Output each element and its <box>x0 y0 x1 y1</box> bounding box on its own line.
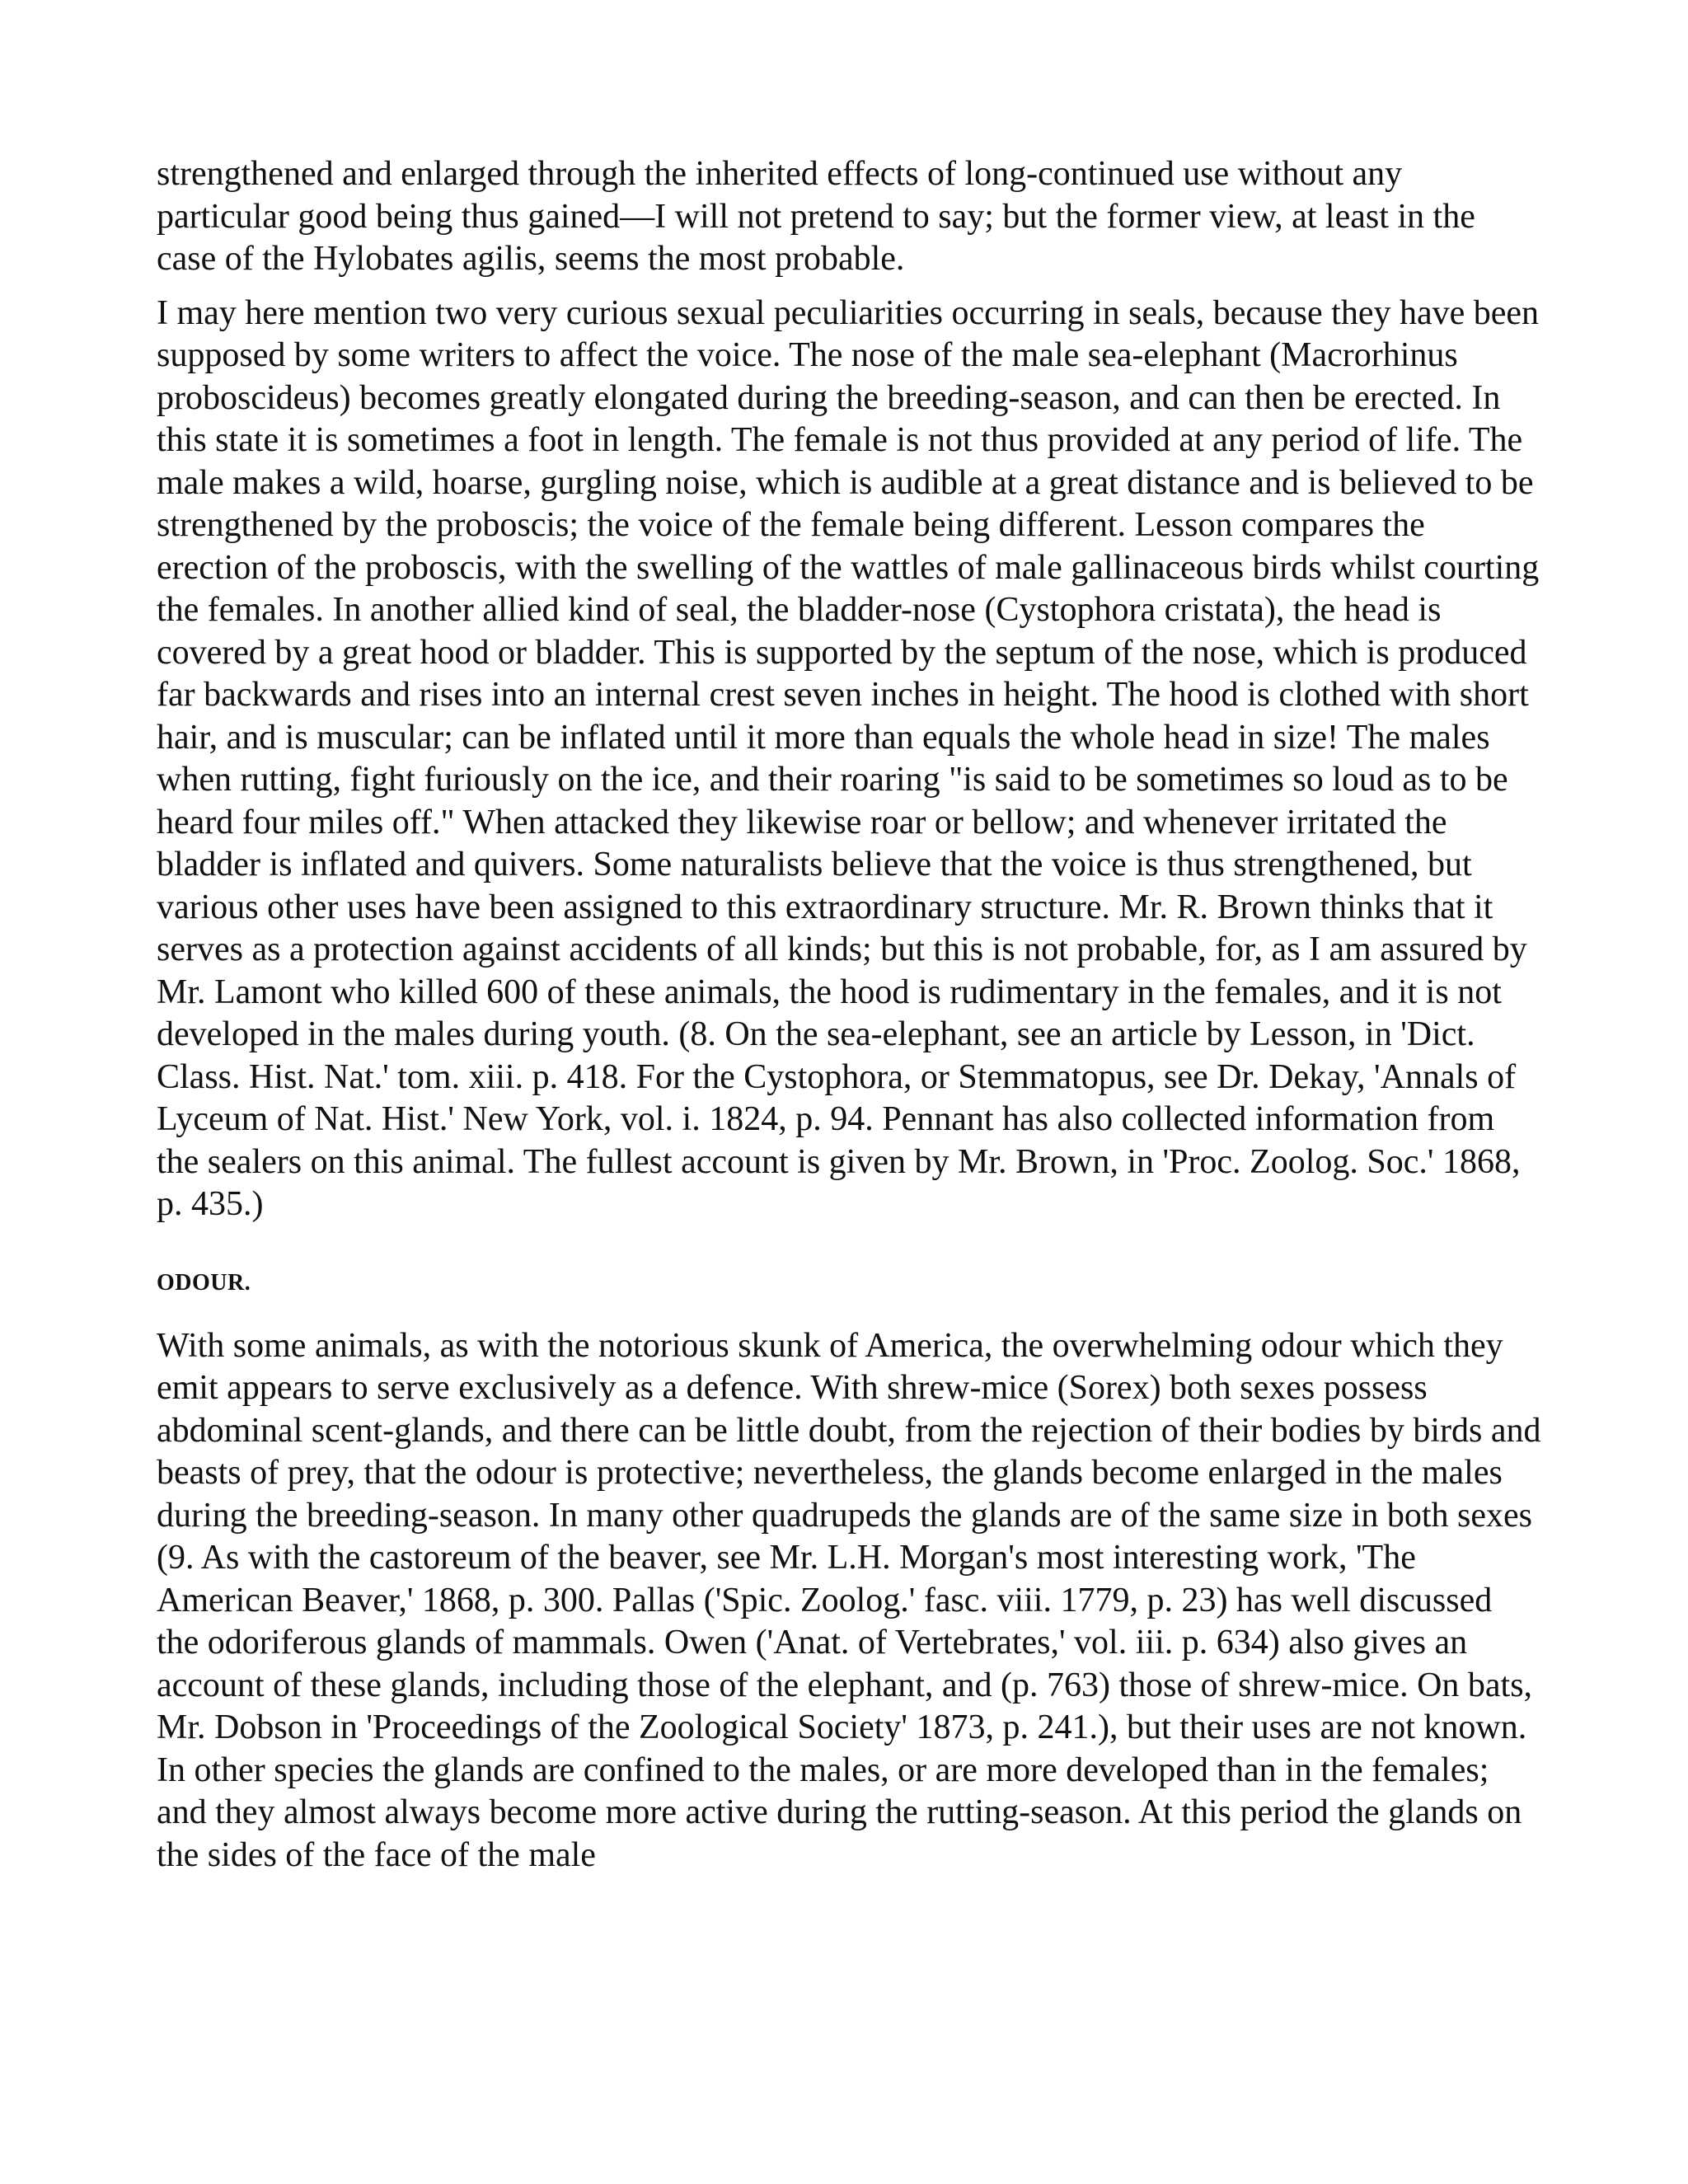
odour-paragraph-1: With some animals, as with the notorious skunk of America, the overwhelming odour which they emit appears to serve exclusively as a defence. With shrew-mice (Sorex) both sexes possess abdominal scent-glands, and there can be little doubt, from the rejection of their bodies by birds and beasts of prey, that the odour is protective; nevertheless, the glands become enlarged in the males during the breeding-season. In many other quadrupeds the glands are of the same size in both sexes (9. As with the castoreum of the beaver, see Mr. L.H. Morgan's most interesting work, 'The American Beaver,' 1868, p. 300. Pallas ('Spic. Zoolog.' fasc. viii. 1779, p. 23) has well discussed the odoriferous glands of mammals. Owen ('Anat. of Vertebrates,' vol. iii. p. 634) also gives an account of these glands, including those of the elephant, and (p. 763) those of shrew-mice. On bats, Mr. Dobson in 'Proceedings of the Zoological Society' 1873, p. 241.), but their uses are not known. In other species the glands are confined to the males, or are more developed than in the females; and they almost always become more active during the rutting-season. At this period the glands on the sides of the face of the male <box>157 1326 1541 1874</box>
body-paragraph-1: strengthened and enlarged through the inherited effects of long-continued use without any particular good being thus gained—I will not pretend to say; but the former view, at least in the case of the Hylobates agilis, seems the most probable. <box>157 155 1475 278</box>
body-paragraph-2: I may here mention two very curious sexual peculiarities occurring in seals, because they have been supposed by some writers to affect the voice. The nose of the male sea-elephant (Macrorhinus proboscideus) becomes greatly elongated during the breeding-season, and can then be erected. In this state it is sometimes a foot in length. The female is not thus provided at any period of life. The male makes a wild, hoarse, gurgling noise, which is audible at a great distance and is believed to be strengthened by the proboscis; the voice of the female being different. Lesson compares the erection of the proboscis, with the swelling of the wattles of male gallinaceous birds whilst courting the females. In another allied kind of seal, the bladder-nose (Cystophora cristata), the head is covered by a great hood or bladder. This is supported by the septum of the nose, which is produced far backwards and rises into an internal crest seven inches in height. The hood is clothed with short hair, and is muscular; can be inflated until it more than equals the whole head in size! The males when rutting, fight furiously on the ice, and their roaring "is said to be sometimes so loud as to be heard four miles off." When attacked they likewise roar or bellow; and whenever irritated the bladder is inflated and quivers. Some naturalists believe that the voice is thus strengthened, but various other uses have been assigned to this extraordinary structure. Mr. R. Brown thinks that it serves as a protection against accidents of all kinds; but this is not probable, for, as I am assured by Mr. Lamont who killed 600 of these animals, the hood is rudimentary in the females, and it is not developed in the males during youth. (8. On the sea-elephant, see an article by Lesson, in 'Dict. Class. Hist. Nat.' tom. xiii. p. 418. For the Cystophora, or Stemmatopus, see Dr. Dekay, 'Annals of Lyceum of Nat. Hist.' New York, vol. i. 1824, p. 94. Pennant has also collected information from the sealers on this animal. The fullest account is given by Mr. Brown, in 'Proc. Zoolog. Soc.' 1868, p. 435.) <box>157 293 1540 1223</box>
section-heading-odour: ODOUR. <box>157 1269 251 1296</box>
document-page <box>157 153 1541 1877</box>
